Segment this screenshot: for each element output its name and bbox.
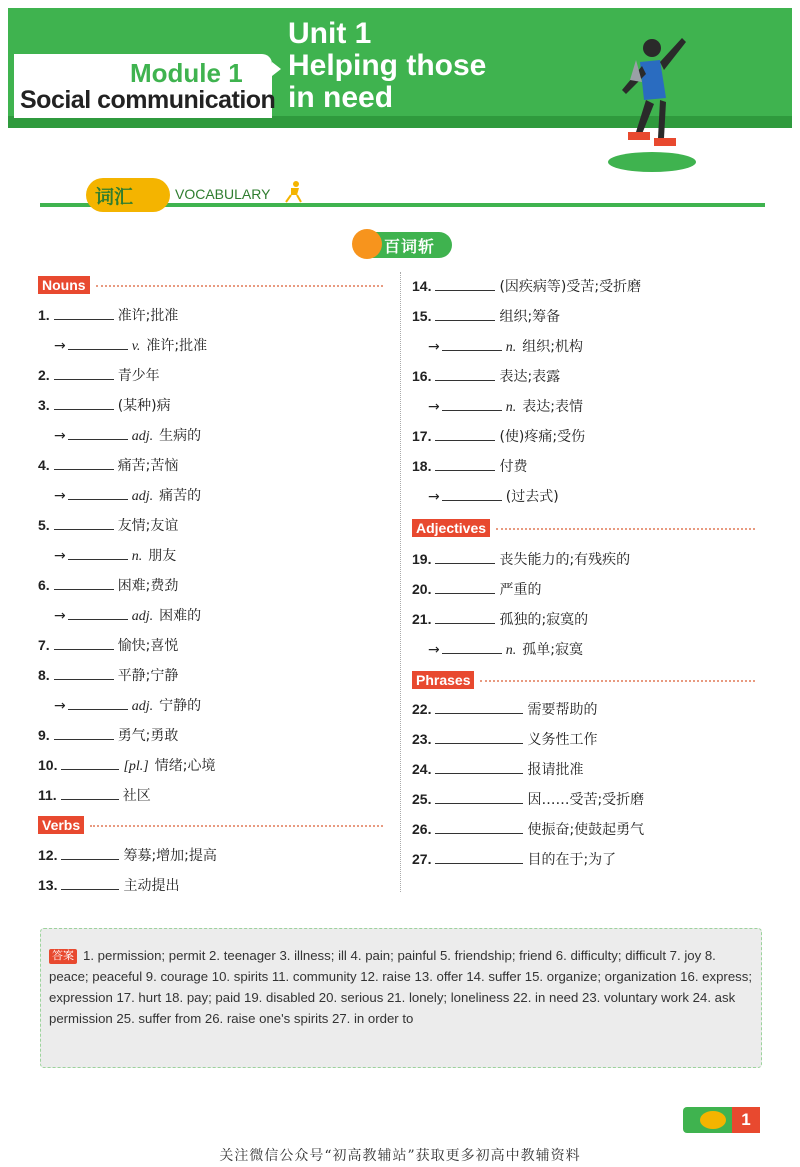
answer-blank[interactable] [68, 334, 128, 350]
vocab-item [38, 514, 178, 536]
vocab-item [412, 608, 588, 630]
vocab-item [38, 454, 178, 476]
vocab-item [38, 844, 217, 866]
answer-blank[interactable] [68, 694, 128, 710]
answer-text [49, 945, 757, 1029]
chinese-definition: 严重的 [499, 582, 542, 598]
chinese-definition: (过去式) [505, 489, 559, 505]
answer-blank[interactable] [435, 548, 495, 564]
footer-note: 关注微信公众号“初高教辅站”获取更多初高中教辅资料 [219, 1148, 581, 1164]
chinese-definition: 使振奋;使鼓起勇气 [527, 822, 645, 838]
vocab-item [412, 365, 560, 387]
chinese-definition: 因……受苦;受折磨 [527, 792, 645, 808]
vocab-item [412, 548, 630, 570]
answer-blank[interactable] [435, 608, 495, 624]
page-number: 1 [732, 1107, 760, 1133]
arrow-icon: → [54, 488, 66, 504]
answer-blank[interactable] [68, 544, 128, 560]
vocab-derivative [428, 485, 559, 507]
chinese-definition: 孤单;寂寞 [522, 642, 583, 658]
part-of-speech: adj. [131, 609, 154, 624]
chinese-definition: 社区 [122, 788, 151, 804]
answer-blank[interactable] [442, 395, 502, 411]
vocab-item [412, 305, 560, 327]
answer-blank[interactable] [442, 485, 502, 501]
vocab-item [412, 698, 597, 720]
answer-blank[interactable] [435, 758, 523, 774]
answer-blank[interactable] [61, 844, 119, 860]
part-of-speech: adj. [131, 429, 154, 444]
item-number: 21. [412, 611, 432, 627]
chinese-definition: 主动提出 [123, 878, 180, 894]
vocabulary-en-label: VOCABULARY [175, 186, 271, 202]
chinese-definition: 义务性工作 [527, 732, 598, 748]
answer-blank[interactable] [435, 788, 523, 804]
answer-blank[interactable] [68, 604, 128, 620]
chinese-definition: 生病的 [159, 428, 202, 444]
answer-blank[interactable] [68, 484, 128, 500]
vocab-derivative [54, 694, 201, 716]
item-number: 10. [38, 757, 58, 773]
vocab-derivative [428, 638, 583, 660]
item-number: 16. [412, 368, 432, 384]
part-of-speech: adj. [131, 699, 154, 714]
chinese-definition: 表达;表露 [499, 369, 561, 385]
section-heading: Phrases [412, 671, 474, 689]
vocab-item [412, 788, 644, 810]
small-runner-icon [283, 180, 305, 204]
item-number: 3. [38, 397, 50, 413]
chinese-definition: 丧失能力的;有残疾的 [499, 552, 631, 568]
item-number: 19. [412, 551, 432, 567]
item-number: 11. [38, 787, 57, 803]
answer-blank[interactable] [68, 424, 128, 440]
arrow-icon: → [54, 608, 66, 624]
answer-blank[interactable] [54, 634, 114, 650]
answer-blank[interactable] [61, 754, 119, 770]
answer-blank[interactable] [435, 698, 523, 714]
arrow-icon: → [428, 339, 440, 355]
item-number: 23. [412, 731, 432, 747]
runner-figure-icon [600, 20, 720, 175]
chinese-definition: 困难;费劲 [117, 578, 179, 594]
chinese-definition: 需要帮助的 [527, 702, 598, 718]
module-subtitle: Social communication [20, 86, 276, 114]
section-dotted-rule [96, 285, 383, 287]
item-number: 18. [412, 458, 432, 474]
answer-blank[interactable] [435, 848, 523, 864]
answer-blank[interactable] [54, 304, 114, 320]
part-of-speech: [pl.] [123, 759, 149, 774]
answer-badge: 答案 [49, 949, 77, 964]
chinese-definition: 愉快;喜悦 [117, 638, 179, 654]
item-number: 25. [412, 791, 432, 807]
answer-blank[interactable] [54, 574, 114, 590]
chinese-definition: 组织;筹备 [499, 309, 561, 325]
vocab-item [38, 364, 160, 386]
baici-label: 百词斩 [384, 237, 436, 256]
item-number: 24. [412, 761, 432, 777]
vocab-item [412, 455, 527, 477]
answer-box [40, 928, 762, 1068]
section-heading: Adjectives [412, 519, 490, 537]
book-icon [700, 1111, 726, 1129]
vocab-derivative [54, 544, 176, 566]
answer-blank[interactable] [435, 728, 523, 744]
part-of-speech: n. [505, 340, 517, 355]
answer-blank[interactable] [54, 514, 114, 530]
chinese-definition: 组织;机构 [522, 339, 583, 355]
item-number: 4. [38, 457, 50, 473]
answer-blank[interactable] [435, 425, 495, 441]
vocab-item [412, 848, 616, 870]
answer-blank[interactable] [435, 275, 495, 291]
chinese-definition: 付费 [499, 459, 528, 475]
item-number: 17. [412, 428, 432, 444]
chinese-definition: 报请批准 [527, 762, 584, 778]
unit-title-line2: Helping those [288, 49, 487, 82]
part-of-speech: n. [505, 400, 517, 415]
chinese-definition: 平静;宁静 [117, 668, 179, 684]
vocabulary-cn-label: 词汇 [95, 186, 134, 208]
answer-blank[interactable] [435, 455, 495, 471]
unit-title-line3: in need [288, 81, 394, 114]
chinese-definition: (某种)病 [117, 398, 171, 414]
item-number: 14. [412, 278, 432, 294]
answer-blank[interactable] [442, 638, 502, 654]
vocab-item [412, 275, 641, 297]
vocab-derivative [54, 424, 201, 446]
arrow-icon: → [54, 338, 66, 354]
vocab-derivative [428, 395, 583, 417]
chinese-definition: 朋友 [148, 548, 177, 564]
vocab-item [38, 574, 178, 596]
answer-blank[interactable] [442, 335, 502, 351]
item-number: 20. [412, 581, 432, 597]
chinese-definition: 准许;批准 [117, 308, 179, 324]
vocab-derivative [54, 604, 201, 626]
chinese-definition: 勇气;勇敢 [117, 728, 179, 744]
section-heading: Nouns [38, 276, 90, 294]
answer-blank[interactable] [54, 454, 114, 470]
part-of-speech: v. [131, 339, 141, 354]
answer-blank[interactable] [54, 664, 114, 680]
section-dotted-rule [480, 680, 755, 682]
answer-blank[interactable] [54, 724, 114, 740]
answer-blank[interactable] [61, 874, 119, 890]
answer-content: 1. permission; permit 2. teenager 3. illness; ill 4. pain; painful 5. friendship; friend 6. difficulty; difficult 7. joy 8. peace; peaceful 9. courage 10. spirits 11. community 12. raise 13. offer 14. suffer 15. organize; organization 16. express; expression 17. hurt 18. pay; paid 19. disabled 20. serious 21. lonely; loneliness 22. in need 23. voluntary work 24. ask permission 25. suffer from 26. raise one's spirits 27. in order to [49, 948, 753, 1026]
item-number: 12. [38, 847, 58, 863]
vocab-item [38, 304, 178, 326]
section-dotted-rule [90, 825, 383, 827]
vocab-item [38, 784, 151, 806]
vocab-item [412, 728, 597, 750]
answer-blank[interactable] [435, 305, 495, 321]
chinese-definition: 孤独的;寂寞的 [499, 612, 589, 628]
item-number: 9. [38, 727, 50, 743]
arrow-icon: → [54, 698, 66, 714]
item-number: 2. [38, 367, 50, 383]
answer-blank[interactable] [435, 818, 523, 834]
vocab-item [38, 664, 178, 686]
answer-blank[interactable] [435, 578, 495, 594]
item-number: 7. [38, 637, 50, 653]
item-number: 22. [412, 701, 432, 717]
unit-title-line1: Unit 1 [288, 17, 372, 50]
vocab-item [412, 578, 541, 600]
part-of-speech: n. [131, 549, 143, 564]
answer-blank[interactable] [54, 364, 114, 380]
chinese-definition: 准许;批准 [146, 338, 208, 354]
answer-blank[interactable] [61, 784, 119, 800]
answer-blank[interactable] [435, 365, 495, 381]
arrow-icon: → [428, 642, 440, 658]
chinese-definition: 目的在于;为了 [527, 852, 617, 868]
chinese-definition: 宁静的 [159, 698, 202, 714]
chinese-definition: 友情;友谊 [117, 518, 179, 534]
column-divider [400, 272, 401, 892]
vocab-item [412, 758, 583, 780]
vocab-derivative [54, 484, 201, 506]
item-number: 27. [412, 851, 432, 867]
chinese-definition: (因疾病等)受苦;受折磨 [499, 279, 642, 295]
item-number: 1. [38, 307, 50, 323]
item-number: 6. [38, 577, 50, 593]
section-dotted-rule [496, 528, 755, 530]
item-number: 13. [38, 877, 58, 893]
vocab-item [38, 394, 171, 416]
module-title: Module 1 [130, 58, 243, 88]
vocab-item [38, 634, 178, 656]
item-number: 26. [412, 821, 432, 837]
vocab-item [412, 818, 644, 840]
baici-icon [352, 229, 382, 259]
vocab-item [38, 754, 215, 776]
item-number: 15. [412, 308, 432, 324]
chinese-definition: 情绪;心境 [154, 758, 216, 774]
section-heading: Verbs [38, 816, 84, 834]
arrow-icon: → [54, 428, 66, 444]
item-number: 5. [38, 517, 50, 533]
arrow-icon: → [428, 399, 440, 415]
part-of-speech: adj. [131, 489, 154, 504]
answer-blank[interactable] [54, 394, 114, 410]
unit-title [288, 18, 486, 114]
vocab-item [412, 425, 585, 447]
arrow-pointer-icon [272, 62, 281, 76]
item-number: 8. [38, 667, 50, 683]
chinese-definition: 青少年 [117, 368, 160, 384]
chinese-definition: 筹募;增加;提高 [123, 848, 217, 864]
arrow-icon: → [428, 489, 440, 505]
arrow-icon: → [54, 548, 66, 564]
chinese-definition: (使)疼痛;受伤 [499, 429, 586, 445]
chinese-definition: 困难的 [159, 608, 202, 624]
vocab-derivative [54, 334, 207, 356]
chinese-definition: 表达;表情 [522, 399, 583, 415]
vocab-item [38, 874, 179, 896]
vocab-derivative [428, 335, 583, 357]
chinese-definition: 痛苦;苦恼 [117, 458, 179, 474]
part-of-speech: n. [505, 643, 517, 658]
chinese-definition: 痛苦的 [159, 488, 202, 504]
vocab-item [38, 724, 178, 746]
